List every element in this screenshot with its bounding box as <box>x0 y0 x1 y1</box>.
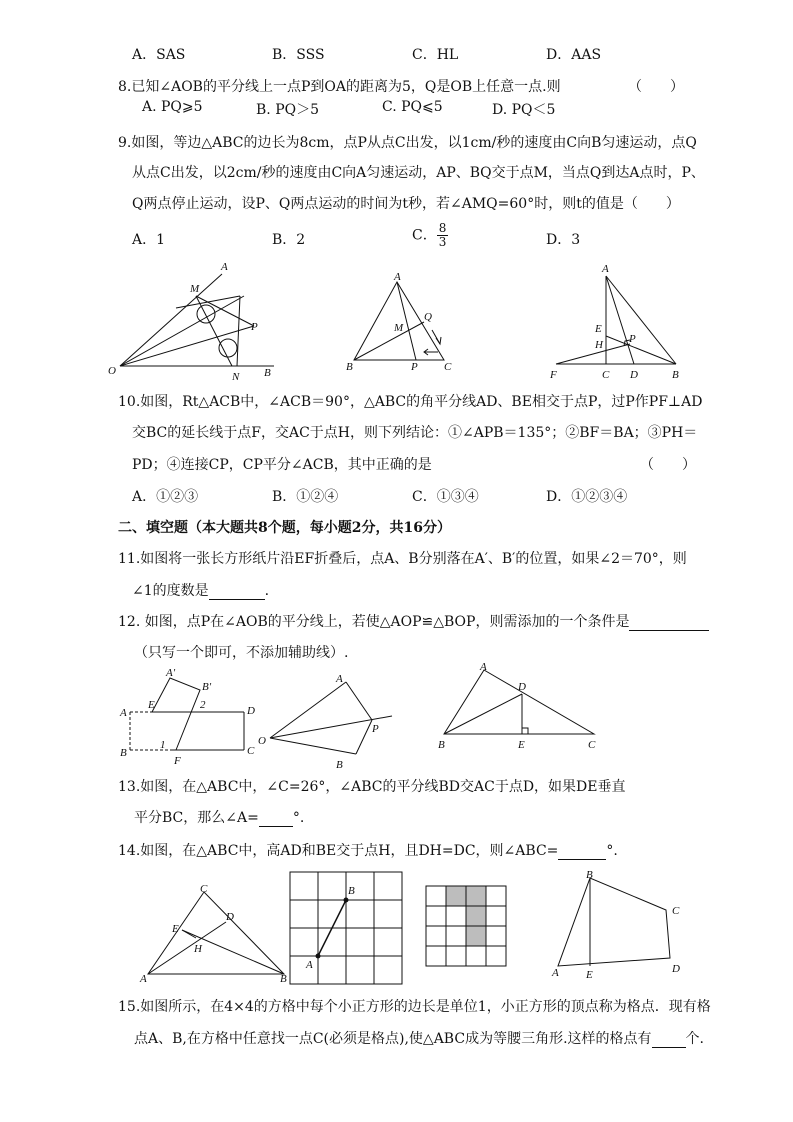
label: 1 <box>160 739 166 751</box>
q14-text: 14.如图，在△ABC中，高AD和BE交于点H，且DH=DC，则∠ABC= <box>118 843 559 859</box>
q15-line-1: 15.如图所示，在4×4的方格中每个小正方形的边长是单位1，小正方形的顶点称为格点．现有格 <box>118 999 711 1015</box>
q9-line-2: 从点C出发，以2cm/秒的速度由C向A匀速运动，AP、BQ交于点M，当点Q到达A点时，P、 <box>132 165 705 181</box>
label: A <box>221 261 228 273</box>
q7-option-d: D．AAS <box>546 47 602 63</box>
label: A <box>336 673 343 685</box>
point-a <box>316 954 321 959</box>
label: N <box>232 371 240 383</box>
label: A <box>480 661 487 673</box>
label: D <box>630 369 638 381</box>
q10-paren: （ ） <box>640 457 696 473</box>
q9-option-a: A．1 <box>132 232 166 248</box>
q13-line-2-end: °. <box>292 810 305 826</box>
answer-blank[interactable] <box>558 843 606 860</box>
figure-grid-ab <box>288 870 408 986</box>
label: B <box>438 739 445 751</box>
answer-blank[interactable] <box>629 614 709 631</box>
q15-line-2 <box>134 1028 704 1048</box>
label: Q <box>424 311 432 323</box>
q11-line-2-text: ∠1的度数是 <box>132 583 209 599</box>
label: B <box>672 369 679 381</box>
label: C <box>602 369 610 381</box>
q13-line-2-text: 平分BC，那么∠A= <box>134 810 259 826</box>
label: A <box>602 263 609 275</box>
q8-option-a: A. PQ⩾5 <box>142 99 203 115</box>
label: P <box>629 333 636 345</box>
q8-paren: （ ） <box>628 79 684 95</box>
q7-option-c: C．HL <box>412 47 459 63</box>
label: M <box>190 283 200 295</box>
q9-line-1: 9.如图，等边△ABC的边长为8cm，点P从点C出发，以1cm/秒的速度由C向B匀速运动，点Q <box>118 135 697 151</box>
q11-line-1: 11.如图将一张长方形纸片沿EF折叠后，点A、B分别落在A′、B′的位置，如果∠2＝70°，则 <box>118 551 687 567</box>
q8-option-c: C. PQ⩽5 <box>382 99 443 115</box>
label: O <box>258 735 266 747</box>
label: B′ <box>202 681 212 693</box>
q13-line-2 <box>134 807 304 827</box>
label: D <box>226 911 234 923</box>
q10-option-a: A．①②③ <box>132 489 199 505</box>
q15-line-2-end: 个. <box>685 1031 704 1047</box>
q9-option-c-label: C． <box>412 227 437 244</box>
label: 2 <box>200 699 206 711</box>
label: B <box>336 759 343 771</box>
answer-blank[interactable] <box>259 810 293 827</box>
label: F <box>174 755 181 767</box>
figure-equilateral <box>340 268 460 378</box>
q14-line <box>118 840 618 860</box>
label: C <box>444 361 452 373</box>
fraction-denominator: 3 <box>438 235 447 249</box>
label: C <box>672 905 680 917</box>
section-title: 二、填空题（本大题共8个题，每小题2分，共16分） <box>118 520 451 536</box>
q15-line-2-text: 点A、B,在方格中任意找一点C(必须是格点),使△ABC成为等腰三角形.这样的格点有 <box>134 1031 652 1047</box>
q13-line-1: 13.如图，在△ABC中，∠C=26°，∠ABC的平分线BD交AC于点D，如果DE垂直 <box>118 779 626 795</box>
answer-blank[interactable] <box>652 1031 686 1048</box>
label: E <box>518 739 525 751</box>
label: B <box>280 973 287 985</box>
label: C <box>247 745 255 757</box>
label: F <box>550 369 557 381</box>
label: E <box>148 699 155 711</box>
fraction <box>437 222 449 249</box>
label: D <box>247 705 255 717</box>
q12-line-2: （只写一个即可，不添加辅助线）. <box>134 645 349 661</box>
label: D <box>518 681 526 693</box>
label: B <box>586 869 593 881</box>
q14-end: °. <box>606 843 618 859</box>
label: B <box>120 747 127 759</box>
figure-shaded-grid <box>424 884 520 980</box>
label: B <box>348 885 355 897</box>
label: A <box>306 959 313 971</box>
label: M <box>394 322 404 334</box>
figure-right-triangle <box>544 260 694 384</box>
label: C <box>200 883 208 895</box>
label: B <box>264 367 271 379</box>
label: D <box>672 963 680 975</box>
label: E <box>586 969 593 981</box>
q9-option-d: D．3 <box>546 232 581 248</box>
label: B <box>346 361 353 373</box>
label: O <box>108 365 116 377</box>
q10-line-3: PD；④连接CP，CP平分∠ACB，其中正确的是 <box>132 457 432 473</box>
figure-altitudes <box>136 880 292 984</box>
label: A <box>140 973 147 985</box>
label: A <box>552 967 559 979</box>
figure-angle-circles <box>104 258 284 382</box>
label: P <box>251 321 258 333</box>
q7-option-b: B．SSS <box>272 47 325 63</box>
fraction-numerator: 8 <box>438 221 447 235</box>
q10-line-1: 10.如图，Rt△ACB中，∠ACB＝90°，△ABC的角平分线AD、BE相交于点P，过P作PF⊥AD <box>118 394 703 410</box>
q8-stem: 8.已知∠AOB的平分线上一点P到OA的距离为5，Q是OB上任意一点.则 <box>118 79 561 95</box>
label: C <box>588 739 596 751</box>
answer-blank[interactable] <box>209 583 265 600</box>
q8-option-d: D. PQ＜5 <box>492 102 556 118</box>
label: A <box>120 707 127 719</box>
label: P <box>411 361 418 373</box>
label: H <box>194 943 202 955</box>
q9-option-b: B．2 <box>272 232 306 248</box>
q10-option-b: B．①②④ <box>272 489 339 505</box>
label: E <box>172 923 179 935</box>
q8-option-b: B. PQ＞5 <box>256 102 319 118</box>
q9-line-3: Q两点停止运动，设P、Q两点运动的时间为t秒，若∠AMQ=60°时，则t的值是（ ） <box>132 196 680 212</box>
point-b <box>344 898 349 903</box>
q11-line-2 <box>132 580 269 600</box>
q12-line-1-text: 12. 如图，点P在∠AOB的平分线上，若使△AOP≌△BOP，则需添加的一个条件是 <box>118 614 630 630</box>
q7-option-a: A．SAS <box>132 47 186 63</box>
q10-option-c: C．①③④ <box>412 489 479 505</box>
q12-line-1 <box>118 611 709 631</box>
q10-line-2: 交BC的延长线于点F，交AC于点H，则下列结论：①∠APB＝135°；②BF＝BA；③PH＝ <box>132 425 698 441</box>
q10-option-d: D．①②③④ <box>546 489 628 505</box>
figure-folded-paper <box>116 664 266 768</box>
label: E <box>595 323 602 335</box>
figure-quadrilateral <box>548 866 698 982</box>
label: P <box>372 723 379 735</box>
label: H <box>595 339 603 351</box>
q9-option-c <box>412 222 448 249</box>
q11-line-2-end: . <box>264 583 270 599</box>
figure-triangle-bisector <box>432 660 612 754</box>
label: A <box>394 271 401 283</box>
figure-angle-bisector <box>256 668 406 772</box>
label: A′ <box>166 667 176 679</box>
